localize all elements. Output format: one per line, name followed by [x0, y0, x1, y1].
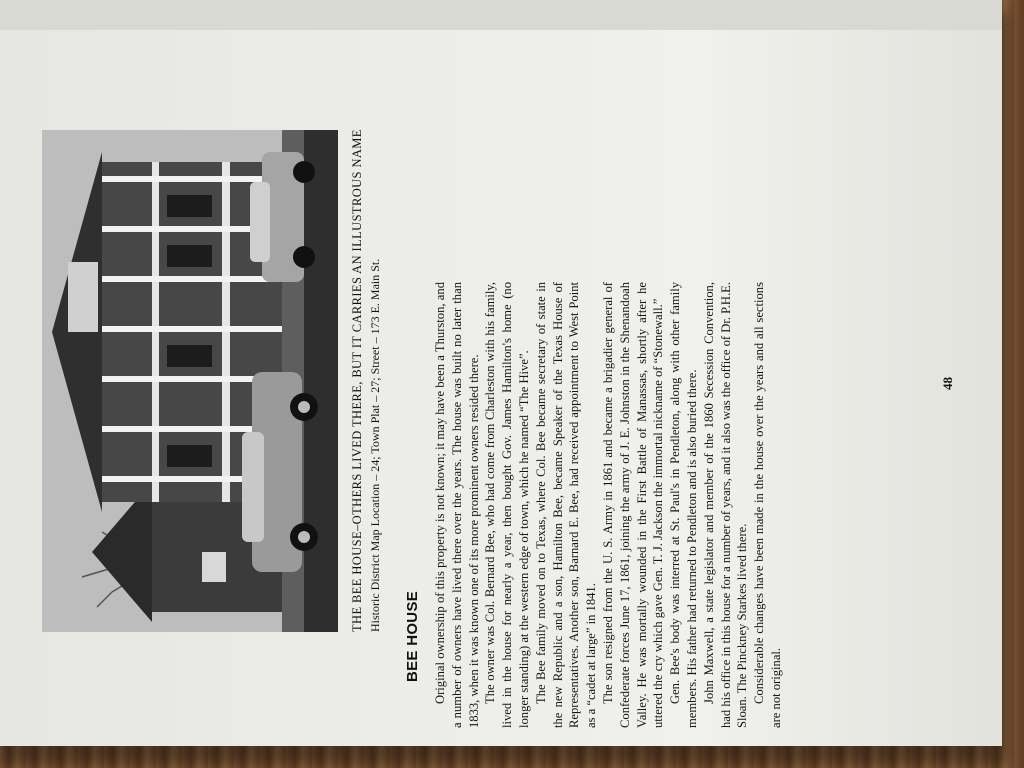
section-heading: BEE HOUSE — [404, 590, 421, 682]
paragraph: The Bee family moved on to Texas, where Col. Bee became secretary of state in the new Republic and a son, Hamilton Bee, became Speaker of the Texas House of Representatives. Another son, Barnard E. Bee, had received appointment to West Point as a “cadet at large” in 1841. — [533, 282, 599, 728]
article-body — [432, 282, 785, 728]
paragraph: Original ownership of this property is not known; it may have been a Thurston, and a number of owners have lived there over the years. The house was built no later than 1833, when it was known one of its more prominent owners resided there. — [433, 282, 481, 728]
paragraph: Considerable changes have been made in the house over the years and all sections are not original. — [752, 282, 783, 728]
house-photograph — [42, 130, 338, 632]
rotated-page-content — [10, 8, 970, 746]
paragraph: The son resigned from the U. S. Army in 1861 and became a brigadier general of Confederate forces June 17, 1861, joining the army of J. E. Johnston in the Shenandoah Valley. He was mortally wounded in the First Battle of Manassas, shortly after he uttered the cry which gave Gen. T. J. Jackson the immortal nickname of “Stonewall.” — [600, 282, 666, 728]
page-number: 48 — [940, 377, 955, 390]
photo-caption-subtitle: Historic District Map Location – 24; Town Plat – 27; Street – 173 E. Main St. — [368, 258, 382, 632]
paragraph: Gen. Bee's body was interred at St. Paul's in Pendleton, along with other family members. His father had returned to Pendleton and is also buried there. — [668, 282, 699, 728]
bee-house-photo — [42, 130, 338, 632]
photo-caption-title: THE BEE HOUSE–OTHERS LIVED THERE, BUT IT CARRIES AN ILLUSTROUS NAME — [350, 129, 364, 632]
paragraph: The owner was Col. Bernard Bee, who had come from Charleston with his family, lived in the house for nearly a year, then bought Gov. James Hamilton's home (no longer standing) at the western edge of town, which he named “The Hive”. — [483, 282, 531, 728]
paragraph: John Maxwell, a state legislator and member of the 1860 Secession Convention, had his office in this house for a number of years, and it also was the office of Dr. P.H.E. Sloan. The Pinckney Starkes lived there. — [701, 282, 750, 728]
